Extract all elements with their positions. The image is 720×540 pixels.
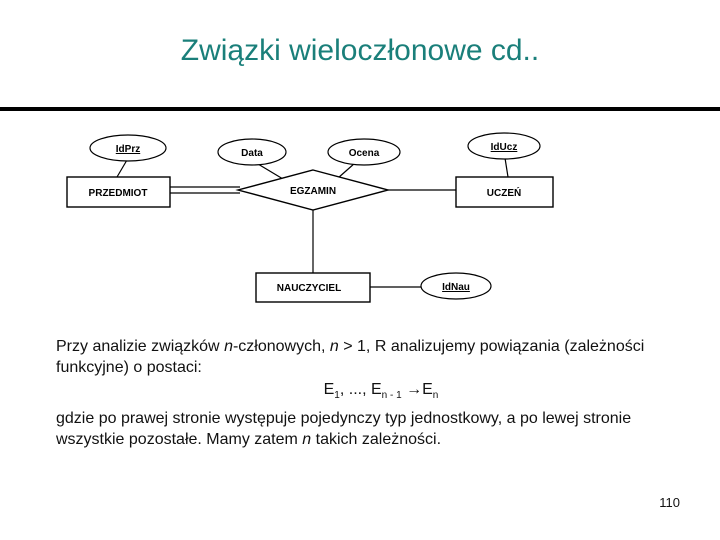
relationship-egzamin-label: EGZAMIN [289, 186, 337, 197]
page-number: 110 [659, 495, 680, 510]
attribute-data-label: Data [241, 148, 263, 159]
entity-nauczyciel-label: NAUCZYCIEL [276, 283, 342, 294]
entity-przedmiot-label: PRZEDMIOT [88, 188, 148, 199]
variable-n: n [224, 338, 233, 355]
connector-data-egzamin [258, 164, 283, 179]
paragraph-explanation [56, 408, 676, 450]
formula-sub-first: 1 [334, 390, 340, 402]
formula-arrow: →E [401, 381, 433, 398]
formula-middle: , ..., E [339, 381, 382, 398]
attribute-iducz-label: IdUcz [490, 142, 518, 153]
connector-iducz-uczen [505, 158, 508, 177]
variable-n: n [329, 338, 339, 355]
attribute-idprz-label: IdPrz [115, 144, 141, 155]
paragraph-intro [56, 336, 676, 378]
entity-uczen-label: UCZEŃ [486, 188, 522, 199]
paragraph-intro-text-1: Przy analizie związków [56, 338, 225, 355]
paragraph-explanation-text-1: gdzie po prawej stronie występuje pojedynczy typ jednostkowy, a po lewej stronie wszystkie pozostałe. Mamy zatem [56, 410, 632, 449]
dependency-formula [56, 378, 676, 408]
connector-idprz-przedmiot [117, 160, 127, 177]
paragraph-explanation-text-2: takich zależności. [311, 431, 442, 449]
paragraph-intro-text-3: > 1, R analizujemy powiązania (zależności funkcyjne) o postaci: [56, 338, 645, 376]
attribute-idnau-label: IdNau [442, 282, 470, 293]
connector-ocena-egzamin [338, 163, 355, 178]
paragraph-intro-text-2: -członowych, [232, 338, 330, 355]
attribute-ocena-label: Ocena [348, 148, 380, 159]
formula-e-first: E [323, 381, 335, 398]
slide-title: Związki wieloczłonowe cd.. [180, 34, 540, 67]
formula-sub-last: n [432, 390, 439, 402]
variable-n: n [302, 431, 312, 449]
formula-sub-second: n - 1 [381, 390, 402, 402]
body-text [56, 336, 676, 450]
